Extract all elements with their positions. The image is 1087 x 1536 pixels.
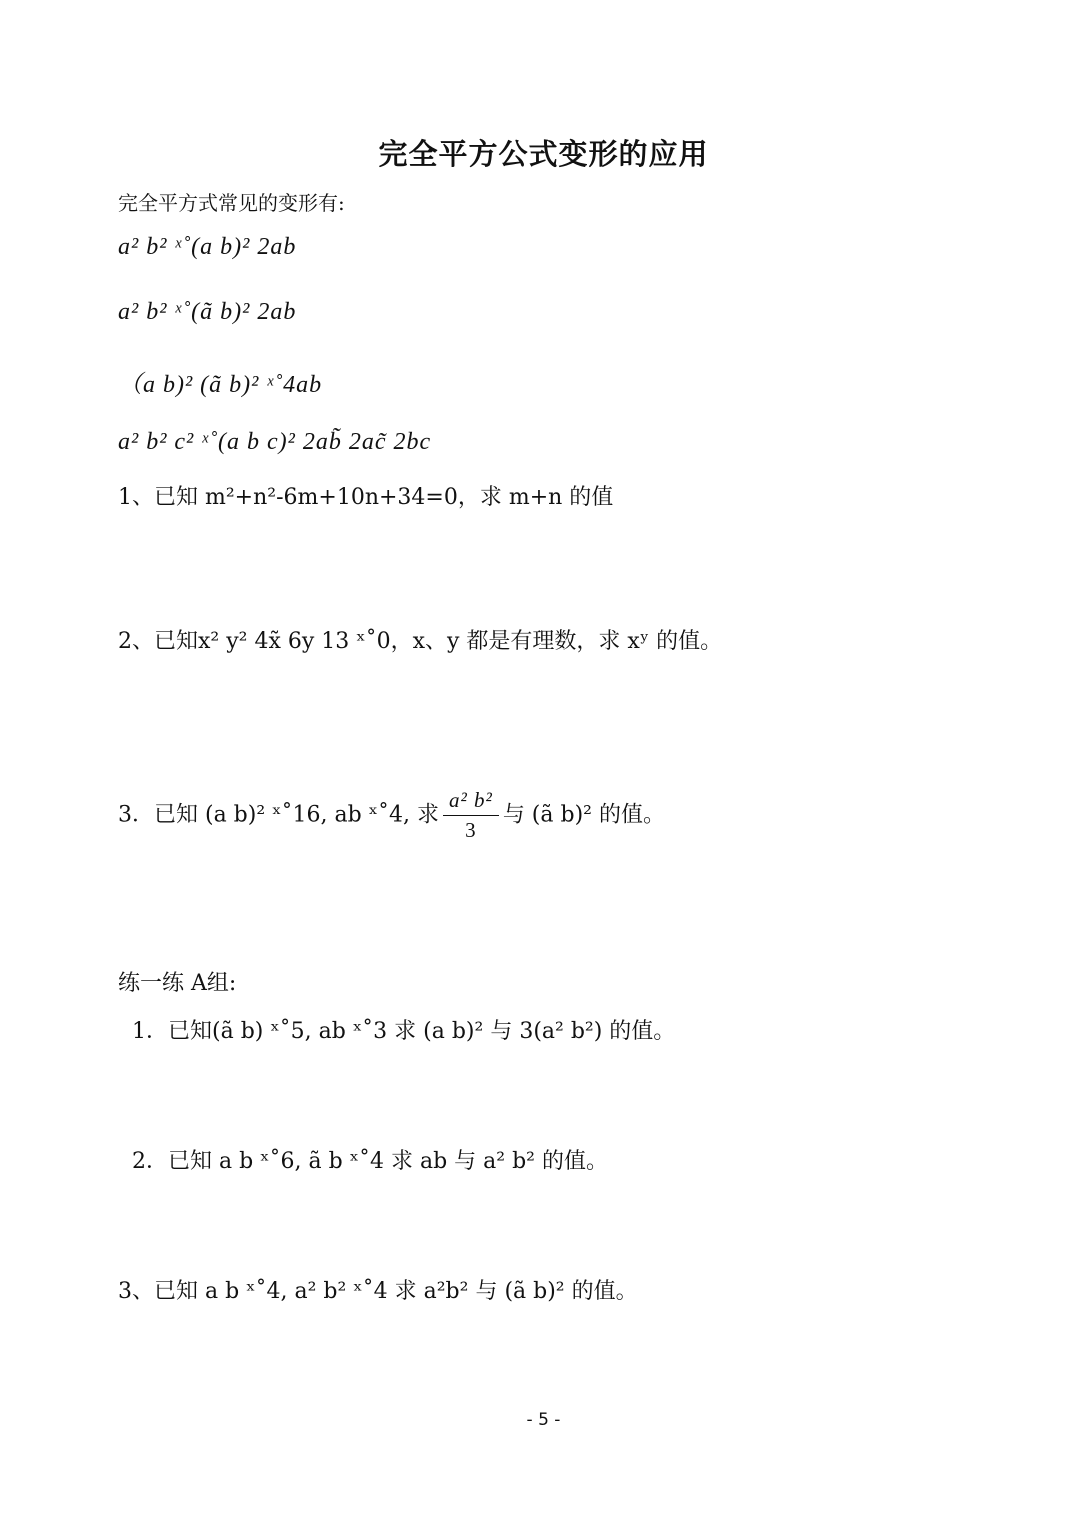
problem-3 [118,788,665,843]
practice-heading: 练一练 A组: [118,971,237,996]
formula-4: a² b² c² ˣ˚(a b c)² 2ab̃ 2ac̃ 2bc [118,429,432,455]
page-title: 完全平方公式变形的应用 [378,137,709,171]
formula-2: a² b² ˣ˚(ã b)² 2ab [118,299,297,325]
formula-1: a² b² ˣ˚(a b)² 2ab [118,234,297,260]
page-number: - 5 - [526,1410,561,1430]
problem-1: 1、已知 m²+n²-6m+10n+34=0，求 m+n 的值 [118,485,614,510]
problem-2: 2、已知x² y² 4x̃ 6y 13 ˣ˚0，x、y 都是有理数，求 xʸ 的值。 [118,629,723,654]
problem-3-suffix: 与 (ã b)² 的值。 [502,802,665,828]
fraction-denominator: 3 [465,818,477,842]
problem-3-prefix: 3．已知 (a b)² ˣ˚16, ab ˣ˚4, 求 [118,802,439,828]
problem-3-fraction [443,788,499,843]
intro-text: 完全平方式常见的变形有: [118,191,345,215]
practice-q3: 3、已知 a b ˣ˚4, a² b² ˣ˚4 求 a²b² 与 (ã b)² 的值。 [118,1279,638,1304]
practice-q1: 1．已知(ã b) ˣ˚5, ab ˣ˚3 求 (a b)² 与 3(a² b²) 的值。 [132,1019,676,1044]
practice-q2: 2．已知 a b ˣ˚6, ã b ˣ˚4 求 ab 与 a² b² 的值。 [132,1149,608,1174]
fraction-numerator: a² b² [443,788,499,816]
formula-3: （a b)² (ã b)² ˣ˚4ab [118,372,323,398]
